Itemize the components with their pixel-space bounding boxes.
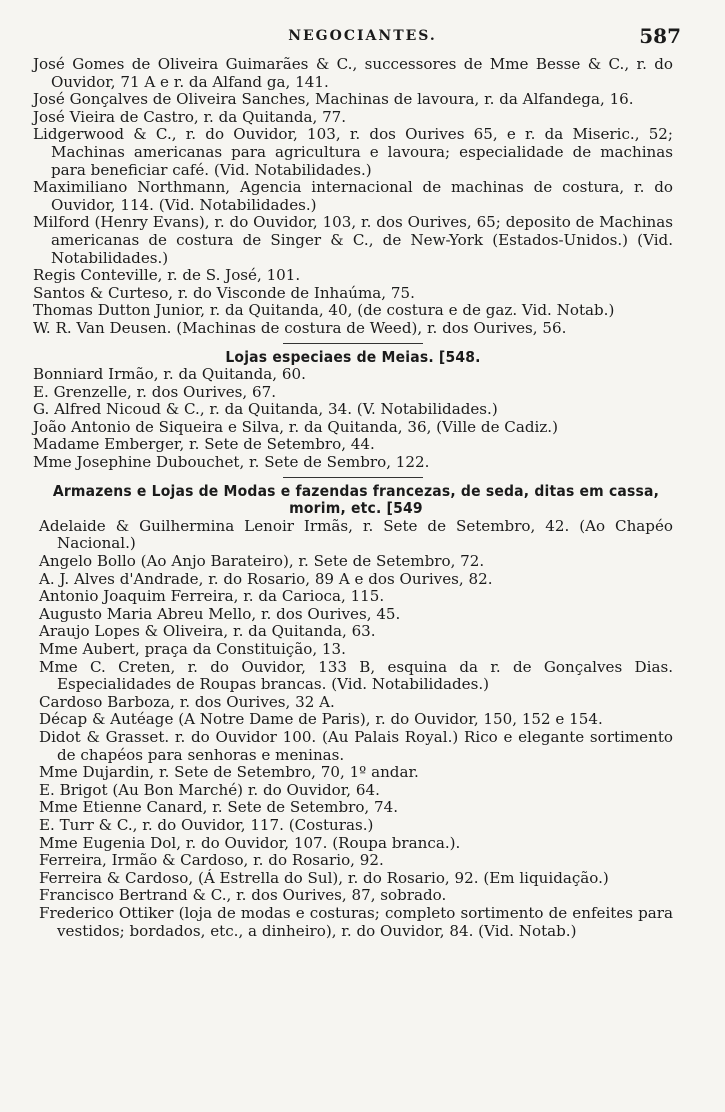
list-item: João Antonio de Siqueira e Silva, r. da Quitanda, 36, (Ville de Cadiz.): [33, 417, 558, 436]
list-item: Madame Emberger, r. Sete de Setembro, 44.: [33, 435, 375, 454]
list-item: Ferreira & Cardoso, (Á Estrella do Sul), r. do Rosario, 92. (Em liquidação.): [39, 868, 609, 887]
list-item: Milford (Henry Evans), r. do Ouvidor, 103, r. dos Ourives, 65; deposito de Machinas americanas de costura de Singer & C., de New-York (Estados-Unidos.) (Vid. Notabilidades.): [33, 213, 673, 267]
list-item: Adelaide & Guilhermina Lenoir Irmãs, r. Sete de Setembro, 42. (Ao Chapéo Nacional.): [39, 516, 673, 553]
section-divider: [283, 477, 423, 478]
list-item: E. Grenzelle, r. dos Ourives, 67.: [33, 382, 276, 401]
list-item: A. J. Alves d'Andrade, r. do Rosario, 89 A e dos Ourives, 82.: [39, 569, 493, 588]
list-item: Cardoso Barboza, r. dos Ourives, 32 A.: [39, 692, 335, 711]
running-head: NEGOCIANTES.: [288, 28, 437, 44]
list-item: Mme Dujardin, r. Sete de Setembro, 70, 1º andar.: [39, 763, 419, 782]
list-item: Mme Josephine Dubouchet, r. Sete de Sembro, 122.: [33, 453, 430, 472]
list-item: Mme C. Creten, r. do Ouvidor, 133 B, esquina da r. de Gonçalves Dias. Especialidades de Roupas brancas. (Vid. Notabilidades.): [39, 657, 673, 694]
list-item: Mme Eugenia Dol, r. do Ouvidor, 107. (Roupa branca.).: [39, 833, 461, 852]
list-item: José Gonçalves de Oliveira Sanches, Machinas de lavoura, r. da Alfandega, 16.: [33, 90, 634, 109]
list-item: José Vieira de Castro, r. da Quitanda, 77.: [33, 107, 347, 126]
section-stockings: [33, 349, 673, 472]
list-item: Francisco Bertrand & C., r. dos Ourives, 87, sobrado.: [39, 886, 447, 905]
list-item: Didot & Grasset. r. do Ouvidor 100. (Au Palais Royal.) Rico e elegante sortimento de chapéos para senhoras e meninas.: [39, 727, 673, 764]
list-item: Bonniard Irmão, r. da Quitanda, 60.: [33, 365, 306, 384]
section-machines: [33, 56, 673, 338]
list-item: Araujo Lopes & Oliveira, r. da Quitanda, 63.: [39, 622, 376, 641]
section-heading: Lojas especiaes de Meias. [548.: [225, 347, 481, 366]
list-item: Antonio Joaquim Ferreira, r. da Carioca, 115.: [39, 587, 385, 606]
section-heading: Armazens e Lojas de Modas e fazendas francezas, de seda, ditas em cassa, morim, etc. [549: [52, 481, 660, 518]
list-item: Augusto Maria Abreu Mello, r. dos Ourives, 45.: [39, 604, 401, 623]
list-item: Mme Aubert, praça da Constituição, 13.: [39, 640, 346, 658]
section-fashion-stores: [39, 483, 673, 940]
list-item: Frederico Ottiker (loja de modas e costuras; completo sortimento de enfeites para vestidos; bordados, etc., a dinheiro), r. do Ouvidor, 84. (Vid. Notab.): [39, 903, 673, 940]
section-divider: [283, 343, 423, 344]
list-item: Maximiliano Northmann, Agencia internacional de machinas de costura, r. do Ouvidor, 114. (Vid. Notabilidades.): [33, 178, 673, 214]
list-item: Regis Conteville, r. de S. José, 101.: [33, 266, 301, 285]
list-item: E. Brigot (Au Bon Marché) r. do Ouvidor, 64.: [39, 780, 380, 799]
list-item: Décap & Autéage (A Notre Dame de Paris), r. do Ouvidor, 150, 152 e 154.: [39, 710, 603, 729]
list-item: Angelo Bollo (Ao Anjo Barateiro), r. Sete de Setembro, 72.: [39, 552, 485, 571]
directory-content: [33, 56, 673, 940]
list-item: E. Turr & C., r. do Ouvidor, 117. (Costuras.): [39, 815, 374, 834]
list-item: José Gomes de Oliveira Guimarães & C., successores de Mme Besse & C., r. do Ouvidor, 71 A e r. da Alfand ga, 141.: [33, 55, 673, 91]
page-header: [0, 24, 725, 52]
page-number: 587: [639, 24, 681, 48]
list-item: Lidgerwood & C., r. do Ouvidor, 103, r. dos Ourives 65, e r. da Miseric., 52; Machinas americanas para agricultura e lavoura; especialidade de machinas para beneficiar café. (Vid. Notabilidades.): [33, 125, 673, 179]
list-item: W. R. Van Deusen. (Machinas de costura de Weed), r. dos Ourives, 56.: [33, 318, 567, 337]
list-item: G. Alfred Nicoud & C., r. da Quitanda, 34. (V. Notabilidades.): [33, 400, 498, 419]
list-item: Santos & Curteso, r. do Visconde de Inhaúma, 75.: [33, 283, 415, 302]
list-item: Thomas Dutton Junior, r. da Quitanda, 40, (de costura e de gaz. Vid. Notab.): [33, 301, 615, 320]
list-item: Mme Etienne Canard, r. Sete de Setembro, 74.: [39, 798, 399, 817]
list-item: Ferreira, Irmão & Cardoso, r. do Rosario, 92.: [39, 851, 384, 870]
